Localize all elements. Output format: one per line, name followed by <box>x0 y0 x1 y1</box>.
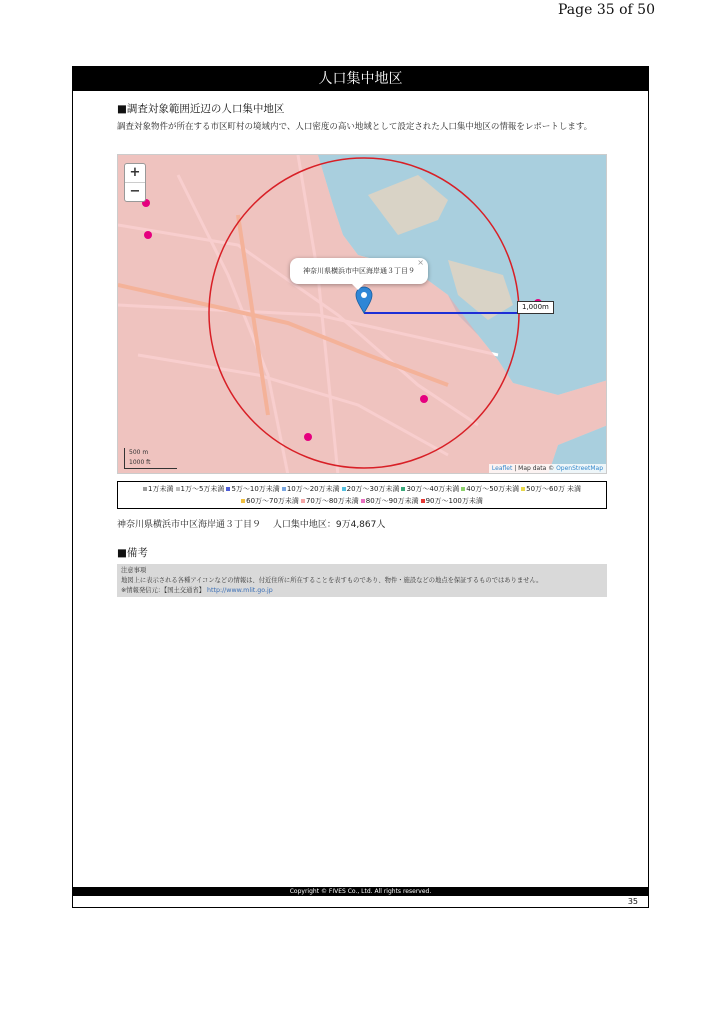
legend-label: 未満 <box>566 485 581 493</box>
page-title: 人口集中地区 <box>73 67 648 91</box>
legend-label: 90万〜100万未満 <box>425 497 483 505</box>
legend-label: 5万〜10万未満 <box>231 485 280 493</box>
map-scale <box>124 448 177 469</box>
legend-label: 70万〜80万未満 <box>305 497 359 505</box>
leaflet-link[interactable]: Leaflet <box>491 465 513 472</box>
section-heading-notes: ■備考 <box>117 547 148 559</box>
legend-label: 40万〜50万未満 <box>466 485 520 493</box>
did-result: 神奈川県横浜市中区海岸通３丁目９ 人口集中地区：9万4,867人 <box>117 520 386 530</box>
legend-item <box>461 483 519 495</box>
legend-swatch <box>176 487 180 491</box>
legend-label: 10万〜20万未満 <box>286 485 340 493</box>
attribution-text: | Map data © <box>512 465 557 472</box>
legend-swatch <box>342 487 346 491</box>
osm-link[interactable]: OpenStreetMap <box>556 465 603 472</box>
scale-imperial: 1000 ft <box>129 459 151 466</box>
scale-metric: 500 m <box>129 449 149 456</box>
section-heading-did: ■調査対象範囲近辺の人口集中地区 <box>117 103 285 115</box>
mlit-link[interactable]: http://www.mlit.go.jp <box>207 587 273 594</box>
notes-title: 注意事項 <box>121 567 147 574</box>
zoom-out-button[interactable]: − <box>125 182 145 201</box>
popup-tip <box>352 284 364 290</box>
map-view[interactable] <box>117 154 607 474</box>
density-legend <box>117 481 607 509</box>
map-attribution <box>489 464 606 473</box>
notes-source: ※情報発信元：【国土交通省】 <box>121 587 205 594</box>
zoom-in-button[interactable]: + <box>129 165 141 180</box>
legend-item <box>521 483 565 495</box>
legend-item <box>421 495 483 507</box>
legend-item <box>282 483 340 495</box>
legend-item <box>401 483 459 495</box>
zoom-control <box>124 163 146 202</box>
map-canvas[interactable] <box>118 155 607 474</box>
section-intro: 調査対象物件が所在する市区町村の境域内で、人口密度の高い地域として設定された人口集中地区の情報をレポートします。 <box>117 122 593 132</box>
notes-line2 <box>121 586 603 596</box>
legend-item <box>226 483 279 495</box>
legend-label: 60万〜70万未満 <box>246 497 299 505</box>
notes-box <box>117 564 607 597</box>
popup-address: 神奈川県横浜市中区海岸通３丁目９ <box>303 267 415 275</box>
legend-swatch <box>143 487 147 491</box>
report-frame <box>72 66 649 908</box>
legend-item <box>143 483 173 495</box>
notes-line1: 地図上に表示される各種アイコンなどの情報は、付近住所に所在することを表すものであり、物件・施設などの地点を保証するものではありません。 <box>121 577 543 584</box>
legend-swatch <box>421 499 425 503</box>
location-popup <box>290 258 428 284</box>
legend-label: 1万未満 <box>148 485 174 493</box>
legend-item <box>567 483 581 495</box>
legend-item <box>301 495 359 507</box>
legend-swatch <box>521 487 525 491</box>
distance-label: 1,000m <box>517 301 554 314</box>
page-number: 35 <box>627 897 638 906</box>
legend-swatch <box>241 499 245 503</box>
legend-swatch <box>301 499 305 503</box>
legend-label: 50万〜60万 <box>526 485 565 493</box>
legend-label: 1万〜5万未満 <box>180 485 225 493</box>
legend-item <box>342 483 400 495</box>
legend-item <box>361 495 419 507</box>
legend-item <box>241 495 299 507</box>
page-counter: Page 35 of 50 <box>558 2 655 18</box>
legend-swatch <box>226 487 230 491</box>
legend-item <box>176 483 225 495</box>
legend-label: 20万〜30万未満 <box>346 485 400 493</box>
legend-label: 80万〜90万未満 <box>365 497 419 505</box>
legend-swatch <box>401 487 405 491</box>
popup-close-button[interactable]: × <box>417 258 424 267</box>
legend-swatch <box>282 487 286 491</box>
legend-swatch <box>461 487 465 491</box>
legend-swatch <box>361 499 365 503</box>
copyright-bar: Copyright © FIVES Co., Ltd. All rights reserved. <box>73 887 648 896</box>
legend-label: 30万〜40万未満 <box>406 485 460 493</box>
